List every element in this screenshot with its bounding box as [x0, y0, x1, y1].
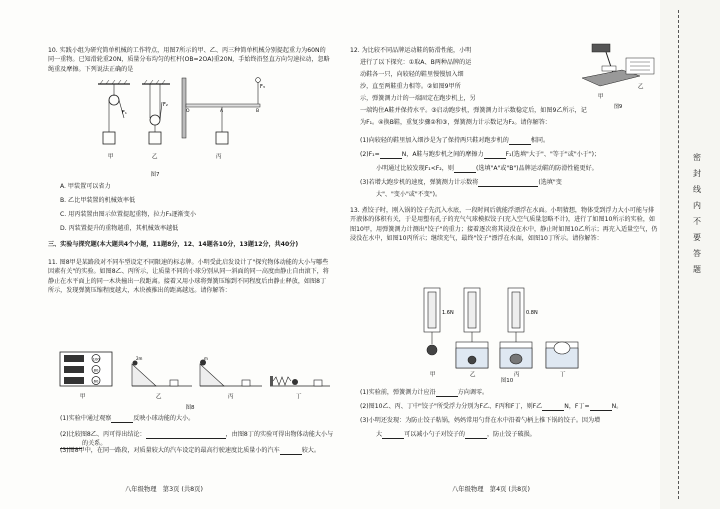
- fig9-label-jia: 甲: [598, 94, 604, 100]
- q12-part-1: (1)向较轻的鞋里加入细沙是为了保持两只鞋对跑步机的 相同。: [360, 137, 550, 144]
- fig10-label-jia: 甲: [430, 372, 436, 378]
- q12-stem-line-7: 为F₁。④换B鞋，重复步骤②和③，弹簧测力计示数记为F₂。请你解答：: [360, 119, 551, 126]
- figure-7: [90, 74, 280, 162]
- fig9-caption: 图9: [614, 104, 623, 110]
- svg-text:2m: 2m: [136, 356, 143, 361]
- fig7-label-yi: 乙: [152, 154, 158, 160]
- svg-text:F₁: F₁: [122, 110, 127, 116]
- q10-option-d: D. 丙装置提升的重物越重，其机械效率越低: [60, 225, 179, 232]
- fig7-caption: 图7: [150, 172, 160, 178]
- fig8-caption: 图8: [185, 405, 195, 411]
- fig9-label-yi: 乙: [638, 84, 644, 90]
- q12-stem-line-3: 动鞋各一只，向较轻的鞋里慢慢加入细: [360, 71, 464, 78]
- fig8-label-bing: 丙: [228, 394, 234, 400]
- svg-text:O: O: [186, 109, 190, 114]
- q12-stem-line-6: 一端钩住A鞋并保持水平。③启动跑步机，弹簧测力计示数稳定后，如图9乙所示，记: [360, 107, 587, 114]
- fig10-label-yi: 乙: [470, 372, 476, 378]
- fig8-label-ding: 丁: [296, 394, 302, 400]
- svg-text:m: m: [204, 356, 208, 361]
- q12-part-2: (2)F₁= N，A鞋与跑步机之间的摩擦力 F₁(选填"大于"、"等于"或"小于")；: [360, 151, 601, 158]
- q12-stem-line-5: 示，弹簧测力计的一端固定在跑步机上，另: [360, 95, 476, 102]
- fig10-label-bing: 丙: [514, 372, 520, 378]
- binding-strip: [660, 0, 720, 509]
- figure-8: [52, 350, 332, 402]
- q13-part-1: (1)实验前，弹簧测力计应沿 方向调零。: [360, 389, 489, 396]
- q10-option-c: C. 用丙装置由图示位置提起重物，拉力F₃逐渐变小: [60, 211, 196, 218]
- q10-option-b: B. 乙比甲装置的机械效率低: [60, 197, 136, 204]
- reading-1-6n: 1.6N: [442, 310, 454, 316]
- q12-part-3b: 大"、"变小"或"不变")。: [376, 191, 442, 198]
- q12-stem-line-1: 12. 为比较不同品牌运动鞋的防滑性能，小明: [350, 47, 472, 54]
- fig8-label-yi: 乙: [156, 394, 162, 400]
- right-page: [342, 0, 660, 509]
- q12-part-2b: 小明通过比较发现F₁<F₂，则 (选填"A"或"B")品牌运动鞋的防滑性能更好。: [376, 165, 598, 172]
- q12-part-3: (3)若增大跑步机的速度，弹簧测力计示数将 (选填"变: [360, 179, 562, 186]
- seal-line: [678, 10, 679, 499]
- svg-text:F₂: F₂: [163, 102, 168, 108]
- fig7-label-jia: 甲: [108, 154, 114, 160]
- fig10-caption: 图10: [500, 378, 514, 384]
- fig10-label-ding: 丁: [560, 372, 566, 378]
- fig8-label-jia: 甲: [80, 394, 86, 400]
- q11-part-1: (1)实验中通过观察 反映小球动能的大小。: [60, 415, 195, 422]
- q13-part-3b: 大 可以减小勺子对饺子的 ，防止饺子破损。: [376, 431, 536, 438]
- q12-stem-line-2: 进行了以下探究：①取A、B两种品牌的运: [360, 59, 472, 66]
- figure-10: [412, 284, 602, 380]
- q11-part-3: (3)图8甲中，在同一路段，对质量较大的汽车设定的最高行驶速度比质量小的汽车 较大。: [60, 447, 320, 454]
- seal-notice: 密封线内不要答题: [693, 153, 701, 274]
- q11-stem: 11. 图8甲是某路段对不同车型设定不同限速的标志牌。小明受此启发设计了"探究物体动能的大小与哪些因素有关"的实验。如图8乙、丙所示，让质量不同的小球分别从同一斜面的同一高度由静止自由滚下，将静止在水平面上的同一木块撞出一段距离。接着又用小球将弹簧压缩到不同程度后由静止释放，如图8丁所示，发现弹簧压缩程度越大，木块被推出的距离越远。请你解答：: [48, 259, 329, 295]
- section-3-heading: 三、实验与探究题(本大题共4个小题，11题8分，12、14题各10分，13题12分，共40分): [48, 241, 299, 248]
- q13-stem: 13. 煮饺子时，刚入锅的饺子先沉入水底，一段时间后就能浮漂浮在水面。小明猜想，物体受到浮力大小可能与排开液体的体积有关，于是用塑有孔子的充气气球模拟饺子(充入空气质量忽略不计)，进行了如图10所示的实验，如图10甲，用弹簧测力计测出"饺子"的重力；接着逐次将其浸没在水中，静止时如图10乙所示；再充入适量空气，仍浸没在水中，如图10丙所示；继续充气，最终"饺子"漂浮在水面，如图10丁所示。请你解答：: [350, 207, 658, 243]
- fig7-label-bing: 丙: [216, 154, 222, 160]
- sign-80: 80: [93, 367, 99, 373]
- reading-0-8n: 0.8N: [526, 310, 538, 316]
- sign-100: 100: [92, 356, 100, 362]
- figure-9: [578, 40, 660, 110]
- q12-stem-line-4: 沙，直至两鞋重力相等。②如图9甲所: [360, 83, 461, 90]
- svg-text:B: B: [256, 109, 260, 114]
- sign-60: 60: [93, 378, 99, 384]
- q13-part-2: (2)图10乙、丙、丁中"饺子"所受浮力分别为F乙、F丙和F丁，则F乙 N，F丁= N。: [360, 403, 623, 410]
- svg-text:F₃: F₃: [260, 84, 265, 90]
- q10-option-a: A. 甲装置可以省力: [60, 183, 111, 190]
- left-page: [0, 0, 340, 509]
- q11-part-2: (2)比较图8乙、丙可得出结论： ，由图8丁的实验可得出物体动能大小与的关系。: [60, 431, 334, 448]
- q13-part-3: (3)小明还发现：为防止饺子粘锅，妈妈常用勺背在水中沿着勺柄上推下锅的饺子。因为增: [360, 417, 601, 424]
- q10-stem: 10. 实践小组为研究简单机械的工作特点，用图7所示的甲、乙、丙三种简单机械分别提起重力为60N的同一重物。已知滑轮重20N，质量分布均匀的杠杆(OB=2OA)重20N，手始终沿竖直方向匀速拉动，忽略绳重及摩擦。下列说法正确的是: [48, 47, 330, 73]
- right-footer: 八年级物理 第4页 (共8页): [452, 486, 530, 493]
- left-footer: 八年级物理 第3页 (共8页): [125, 486, 203, 493]
- svg-text:A: A: [220, 109, 224, 114]
